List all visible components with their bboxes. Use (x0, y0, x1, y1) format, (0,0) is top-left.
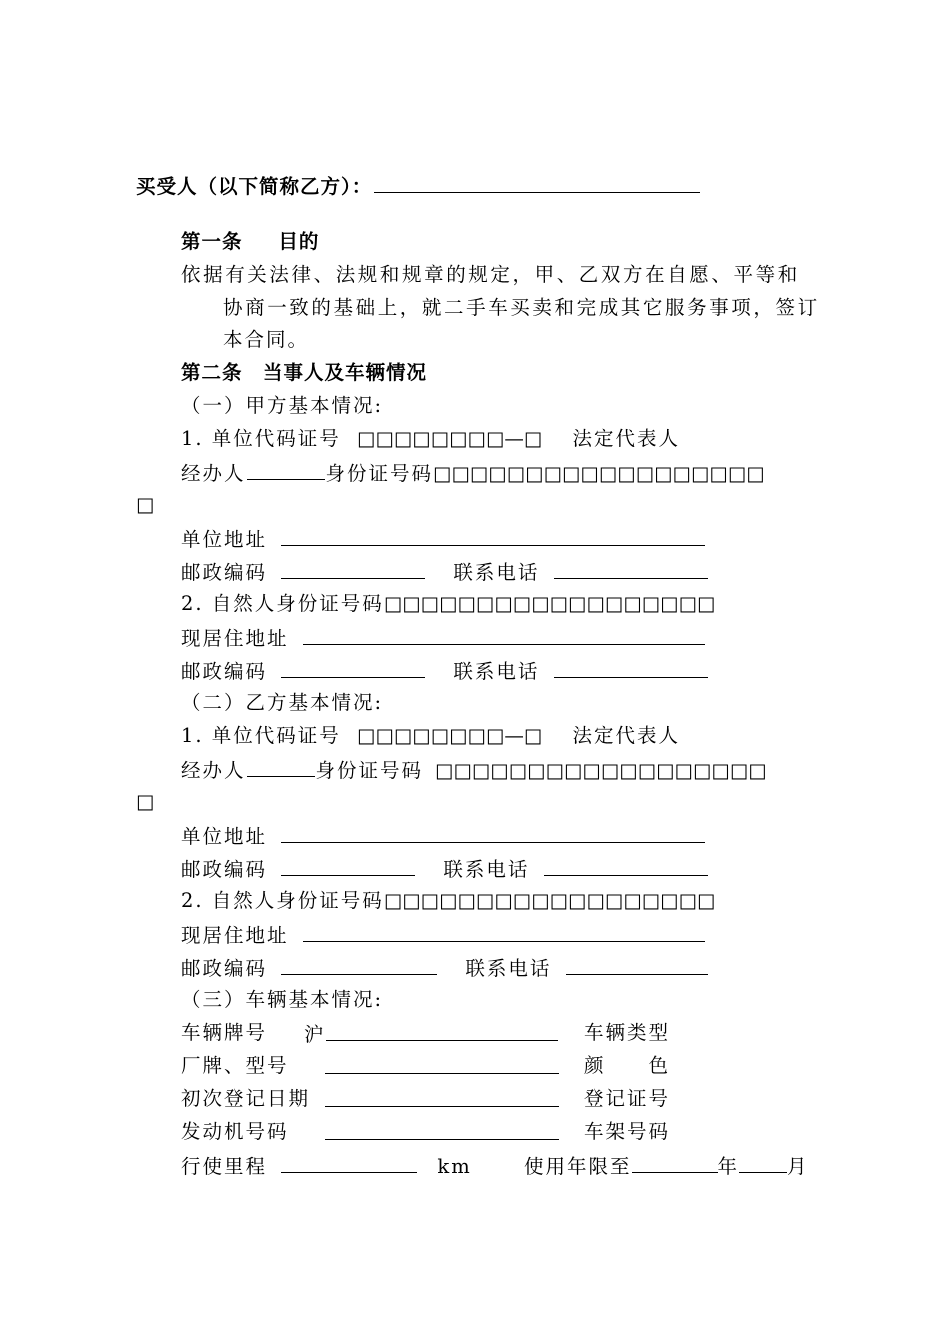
party-a-postcode-blank[interactable] (281, 558, 425, 579)
article-2-title: 第二条 当事人及车辆情况 (181, 361, 428, 384)
party-b-legal-rep-label: 法定代表人 (572, 724, 681, 747)
party-a-address-row (181, 525, 707, 553)
vehicle-first-reg-label: 初次登记日期 (181, 1087, 311, 1110)
party-a-residence-label: 现居住地址 (181, 627, 289, 650)
vehicle-reg-cert-label: 登记证号 (584, 1087, 671, 1110)
party-a-postcode-label: 邮政编码 (181, 561, 268, 584)
vehicle-engine-blank[interactable] (325, 1119, 559, 1140)
party-b-phone-blank-2[interactable] (566, 954, 708, 975)
party-a-legal-rep-label: 法定代表人 (572, 427, 681, 450)
article-1-para-line-1: 依据有关法律、法规和规章的规定，甲、乙双方在自愿、平等和 (181, 263, 800, 286)
article-1-para-line-3: 本合同。 (223, 328, 310, 351)
party-a-unit-code-label: 1. 单位代码证号 (181, 427, 341, 450)
party-b-postcode-blank[interactable] (281, 855, 415, 876)
party-a-address-label: 单位地址 (181, 528, 268, 551)
article-1-para-line-2: 协商一致的基础上，就二手车买卖和完成其它服务事项，签订 (223, 296, 820, 319)
party-b-natural-id-row (181, 888, 715, 914)
party-b-id-boxes[interactable]: □□□□□□□□□□□□□□□□□□ (435, 759, 767, 782)
party-a-natural-id-boxes[interactable]: □□□□□□□□□□□□□□□□□□ (383, 592, 716, 615)
vehicle-plate-field (304, 1020, 560, 1048)
vehicle-year-label: 年 (717, 1155, 740, 1178)
party-a-phone-blank-2[interactable] (554, 657, 708, 678)
article-1-title (181, 229, 319, 255)
vehicle-mileage-unit: km (437, 1155, 472, 1178)
vehicle-brand-blank[interactable] (325, 1053, 559, 1074)
vehicle-plate-label: 车辆牌号 (181, 1021, 268, 1044)
party-b-id-label: 身份证号码 (315, 759, 424, 782)
vehicle-service-label: 使用年限至 (524, 1155, 632, 1178)
party-a-phone-label-2: 联系电话 (453, 660, 540, 683)
party-a-agent-label: 经办人 (181, 462, 246, 485)
party-a-postcode-row (181, 558, 710, 586)
party-b-phone-label-2: 联系电话 (465, 957, 552, 980)
party-b-postcode-row (181, 855, 710, 883)
party-a-natural-id-label: 2. 自然人身份证号码 (181, 592, 384, 615)
vehicle-mileage-label: 行使里程 (181, 1155, 268, 1178)
party-b-agent-label: 经办人 (181, 759, 246, 782)
party-a-id-label: 身份证号码 (325, 462, 434, 485)
party-b-agent-row (181, 756, 767, 784)
party-b-phone-label: 联系电话 (443, 858, 530, 881)
party-a-id-boxes-wrap[interactable]: □ (136, 493, 155, 516)
party-b-id-boxes-wrap[interactable]: □ (136, 790, 155, 813)
party-a-id-boxes[interactable]: □□□□□□□□□□□□□□□□□□ (433, 462, 765, 485)
vehicle-month-label: 月 (787, 1155, 809, 1178)
vehicle-first-reg-blank[interactable] (325, 1086, 559, 1107)
article-1-text: 目的 (278, 230, 320, 253)
vehicle-service-year-blank[interactable] (632, 1152, 718, 1173)
party-a-phone-blank[interactable] (554, 558, 708, 579)
vehicle-brand-label: 厂牌、型号 (181, 1054, 289, 1077)
party-b-postcode-label: 邮政编码 (181, 858, 268, 881)
vehicle-plate-blank[interactable] (326, 1020, 558, 1041)
party-a-residence-blank[interactable] (303, 624, 705, 645)
party-a-agent-blank[interactable] (247, 459, 325, 480)
vehicle-type-label: 车辆类型 (584, 1021, 671, 1044)
article-1-number: 第一条 (181, 230, 243, 253)
party-a-agent-row (181, 459, 765, 487)
party-a-address-blank[interactable] (281, 525, 705, 546)
party-b-residence-row (181, 921, 707, 949)
party-b-unit-code-label: 1. 单位代码证号 (181, 724, 341, 747)
buyer-label: 买受人（以下简称乙方）： (136, 175, 373, 198)
party-a-residence-row (181, 624, 707, 652)
vehicle-service-month-blank[interactable] (739, 1152, 787, 1173)
party-a-natural-id-row (181, 591, 715, 617)
party-b-agent-blank[interactable] (247, 756, 315, 777)
party-b-phone-blank[interactable] (544, 855, 708, 876)
party-b-address-label: 单位地址 (181, 825, 268, 848)
party-b-unit-code-row (181, 723, 680, 749)
party-b-postcode-row-2 (181, 954, 710, 982)
party-a-postcode-row-2 (181, 657, 710, 685)
party-a-unit-code-boxes[interactable]: □□□□□□□□—□ (357, 427, 543, 450)
vehicle-frame-label: 车架号码 (584, 1120, 671, 1143)
vehicle-engine-label: 发动机号码 (181, 1120, 289, 1143)
vehicle-mileage-blank[interactable] (281, 1152, 417, 1173)
buyer-name-blank[interactable] (374, 172, 700, 193)
party-b-address-row (181, 822, 707, 850)
party-b-address-blank[interactable] (281, 822, 705, 843)
vehicle-service-row (524, 1152, 809, 1180)
vehicle-color-label: 颜 色 (584, 1054, 671, 1077)
party-a-postcode-blank-2[interactable] (281, 657, 425, 678)
party-b-unit-code-boxes[interactable]: □□□□□□□□—□ (357, 724, 543, 747)
vehicle-plate-prefix: 沪 (304, 1023, 326, 1046)
party-b-heading: （二）乙方基本情况: (181, 691, 384, 714)
vehicle-mileage-row (181, 1152, 472, 1180)
party-a-heading: （一）甲方基本情况: (181, 394, 384, 417)
party-a-phone-label: 联系电话 (453, 561, 540, 584)
party-a-unit-code-row (181, 426, 680, 452)
party-b-residence-label: 现居住地址 (181, 924, 289, 947)
party-a-postcode-label-2: 邮政编码 (181, 660, 268, 683)
party-b-natural-id-boxes[interactable]: □□□□□□□□□□□□□□□□□□ (383, 889, 716, 912)
buyer-line (136, 172, 702, 200)
party-b-residence-blank[interactable] (303, 921, 705, 942)
vehicle-heading: （三）车辆基本情况: (181, 988, 384, 1011)
party-b-postcode-blank-2[interactable] (281, 954, 437, 975)
party-b-postcode-label-2: 邮政编码 (181, 957, 268, 980)
party-b-natural-id-label: 2. 自然人身份证号码 (181, 889, 384, 912)
